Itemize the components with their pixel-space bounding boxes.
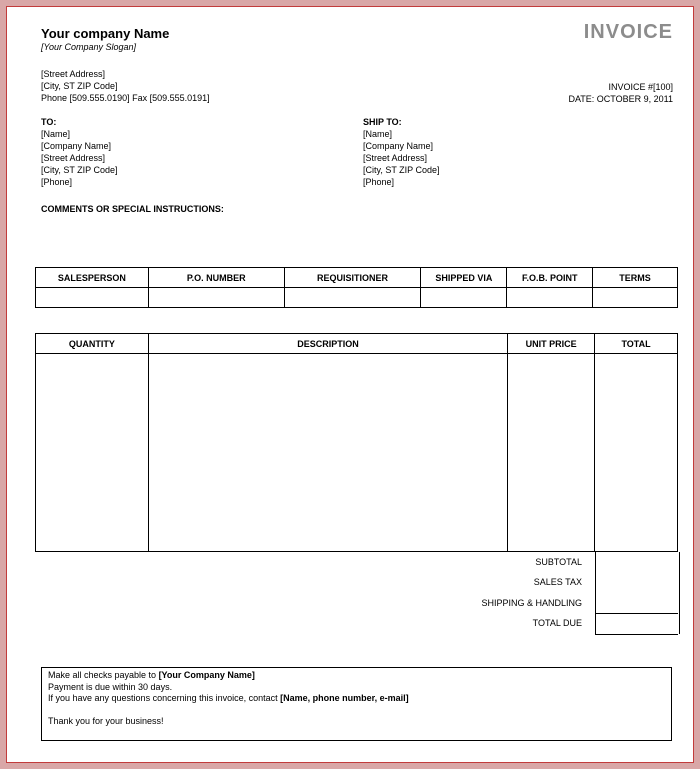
ship-to-company: [Company Name] — [363, 141, 434, 151]
shipping-label: SHIPPING & HANDLING — [481, 598, 582, 608]
company-city: [City, ST ZIP Code] — [41, 81, 118, 91]
ship-to-block — [363, 116, 440, 188]
invoice-title: INVOICE — [583, 21, 673, 43]
notes-spacer — [48, 705, 671, 716]
invoice-meta — [568, 81, 673, 105]
fob-point-cell[interactable] — [507, 288, 593, 308]
checks-company-name: [Your Company Name] — [158, 670, 255, 680]
requisitioner-cell[interactable] — [284, 288, 421, 308]
total-column[interactable] — [595, 354, 678, 552]
description-column[interactable] — [148, 354, 507, 552]
company-slogan: [Your Company Slogan] — [41, 42, 137, 52]
header-po-number: P.O. NUMBER — [148, 268, 284, 288]
sales-tax-label: SALES TAX — [533, 577, 582, 587]
checks-line — [48, 670, 671, 682]
due-line: Payment is due within 30 days. — [48, 681, 173, 692]
company-street: [Street Address] — [41, 69, 106, 79]
bill-to-company: [Company Name] — [41, 141, 112, 151]
subtotal-label: SUBTOTAL — [535, 557, 582, 567]
ship-to-phone: [Phone] — [363, 177, 395, 187]
total-due-label: TOTAL DUE — [532, 618, 582, 628]
bill-to-label: TO: — [41, 117, 57, 127]
totals-box — [595, 552, 680, 634]
order-data-row — [36, 288, 678, 308]
thanks-line: Thank you for your business! — [48, 715, 164, 726]
quantity-column[interactable] — [36, 354, 149, 552]
contact-line — [48, 693, 671, 705]
header-salesperson: SALESPERSON — [36, 268, 149, 288]
shipped-via-cell[interactable] — [421, 288, 507, 308]
ship-to-street: [Street Address] — [363, 153, 428, 163]
items-header-row — [36, 334, 678, 354]
invoice-date: DATE: OCTOBER 9, 2011 — [568, 94, 673, 104]
ship-to-label: SHIP TO: — [363, 117, 402, 127]
totals-bottom-line — [595, 634, 678, 635]
bill-to-city: [City, ST ZIP Code] — [41, 165, 118, 175]
total-due-top-line — [595, 613, 678, 614]
line-items-table — [35, 333, 678, 552]
bill-to-street: [Street Address] — [41, 153, 106, 163]
header-description: DESCRIPTION — [148, 334, 507, 354]
company-name: Your company Name — [41, 26, 170, 41]
checks-prefix: Make all checks payable to — [48, 670, 159, 680]
header-fob-point: F.O.B. POINT — [507, 268, 593, 288]
order-header-row — [36, 268, 678, 288]
terms-cell[interactable] — [593, 288, 678, 308]
po-number-cell[interactable] — [148, 288, 284, 308]
items-body-row — [36, 354, 678, 552]
order-details-table — [35, 267, 678, 308]
contact-prefix: If you have any questions concerning this invoice, contact — [48, 693, 281, 703]
comments-label: COMMENTS OR SPECIAL INSTRUCTIONS: — [41, 204, 224, 214]
company-address — [41, 68, 210, 104]
invoice-number: INVOICE #[100] — [608, 82, 673, 92]
header-quantity: QUANTITY — [36, 334, 149, 354]
bill-to-name: [Name] — [41, 129, 71, 139]
header-total: TOTAL — [595, 334, 678, 354]
bill-to-phone: [Phone] — [41, 177, 73, 187]
payment-notes — [41, 667, 672, 741]
header-unit-price: UNIT PRICE — [508, 334, 595, 354]
header-terms: TERMS — [593, 268, 678, 288]
salesperson-cell[interactable] — [36, 288, 149, 308]
unit-price-column[interactable] — [508, 354, 595, 552]
contact-details: [Name, phone number, e-mail] — [280, 693, 409, 703]
ship-to-name: [Name] — [363, 129, 393, 139]
header-shipped-via: SHIPPED VIA — [421, 268, 507, 288]
company-phone-fax: Phone [509.555.0190] Fax [509.555.0191] — [41, 93, 210, 103]
ship-to-city: [City, ST ZIP Code] — [363, 165, 440, 175]
header-requisitioner: REQUISITIONER — [284, 268, 421, 288]
bill-to-block — [41, 116, 118, 188]
